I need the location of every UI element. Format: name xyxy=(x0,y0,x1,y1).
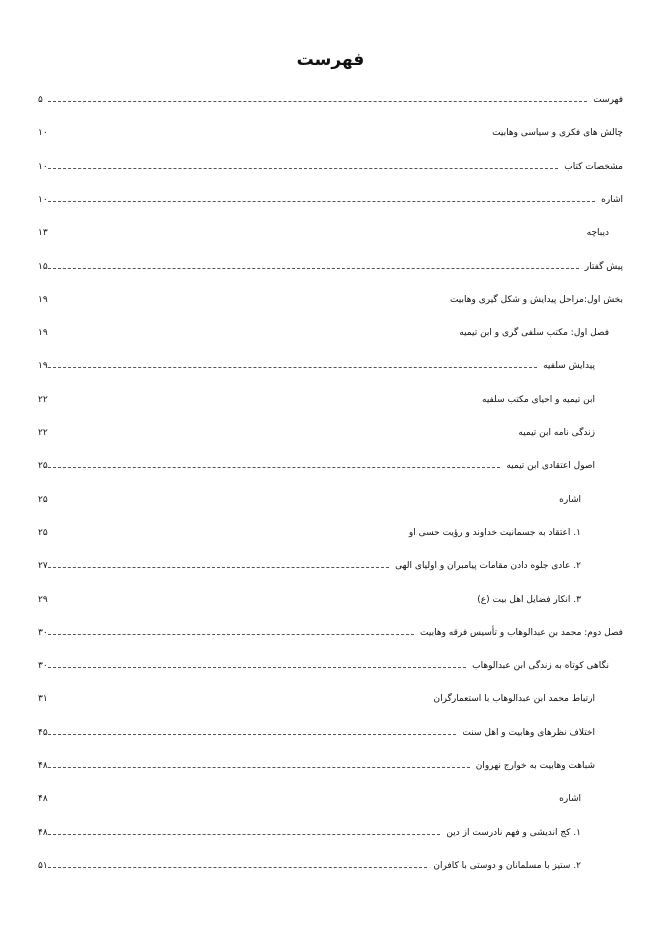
toc-page-number: ۳۰ xyxy=(38,661,48,672)
toc-leader-dots xyxy=(48,767,470,768)
toc-page-number: ۲۲ xyxy=(38,428,48,438)
toc-entry-label: ۱. کج اندیشی و فهم نادرست از دین xyxy=(446,827,581,838)
toc-row[interactable] xyxy=(0,486,661,520)
toc-entry-label: اصول اعتقادی ابن تیمیه xyxy=(506,461,595,472)
toc-entry-label: بخش اول:مراحل پیدایش و شکل گیری وهابیت xyxy=(449,294,623,305)
toc-entry-label: ابن تیمیه و احیای مکتب سلفیه xyxy=(482,394,595,405)
toc-page-number: ۱۹ xyxy=(38,294,48,305)
toc-page-number: ۱۳ xyxy=(38,228,48,239)
toc-entry-label: اشاره xyxy=(559,794,581,805)
toc-row[interactable] xyxy=(0,386,661,420)
toc-page-number: ۲۵ xyxy=(38,494,48,505)
toc-page-number: ۴۸ xyxy=(38,827,48,838)
toc-page-number: ۲۵ xyxy=(38,527,48,538)
toc-row[interactable] xyxy=(0,352,661,386)
toc-row[interactable] xyxy=(0,652,661,686)
toc-row[interactable] xyxy=(0,452,661,486)
toc-entry-label: فهرست xyxy=(593,95,623,105)
toc-leader-dots xyxy=(48,201,595,202)
toc-row[interactable] xyxy=(0,153,661,187)
toc-row[interactable] xyxy=(0,519,661,553)
toc-page-number: ۴۵ xyxy=(38,727,48,738)
toc-entry-label: ۲. ستیز با مسلمانان و دوستی با کافران xyxy=(433,860,581,871)
toc-entry-label: اختلاف نظرهای وهابیت و اهل سنت xyxy=(462,727,595,738)
toc-entry-label: ۳. انکار فضایل اهل بیت (ع) xyxy=(477,594,581,605)
toc-leader-dots xyxy=(48,467,500,468)
toc-page-number: ۴۸ xyxy=(38,794,48,805)
toc-row[interactable] xyxy=(0,186,661,220)
toc-page-number: ۳۰ xyxy=(38,627,48,638)
toc-entry-label: چالش های فکری و سیاسی وهابیت xyxy=(492,128,623,139)
toc-entry-label: ۱. اعتقاد به جسمانیت خداوند و رؤیت حسی او xyxy=(408,527,581,538)
toc-entry-label: ۲. عادی جلوه دادن مقامات پیامبران و اولیای الهی xyxy=(395,561,581,572)
toc-page-number: ۱۹ xyxy=(38,328,48,339)
toc-row[interactable] xyxy=(0,86,661,120)
toc-entry-label: شباهت وهابیت به خوارج نهروان xyxy=(475,761,595,771)
toc-row[interactable] xyxy=(0,219,661,253)
toc-page-number: ۲۲ xyxy=(38,394,48,405)
toc-row[interactable] xyxy=(0,619,661,653)
toc-page-number: ۱۰ xyxy=(38,194,48,205)
toc-row[interactable] xyxy=(0,785,661,819)
toc-entry-label: مشخصات کتاب xyxy=(564,161,623,172)
toc-entry-label: ارتباط محمد ابن عبدالوهاب با استعمارگران xyxy=(433,694,595,705)
toc-row[interactable] xyxy=(0,719,661,753)
toc-entry-label: پیش گفتار xyxy=(584,261,623,272)
toc-entry-label: پیدایش سلفیه xyxy=(543,361,595,372)
toc-entry-label: دیباچه xyxy=(586,228,609,239)
toc-entry-label: نگاهی کوتاه به زندگی ابن عبدالوهاب xyxy=(472,661,609,672)
toc-row[interactable] xyxy=(0,419,661,453)
toc-page-number: ۵۱ xyxy=(38,860,48,871)
page-title: فهرست xyxy=(296,50,365,70)
toc-row[interactable] xyxy=(0,319,661,353)
toc-leader-dots xyxy=(48,667,466,668)
toc-leader-dots xyxy=(48,168,558,169)
toc-row[interactable] xyxy=(0,685,661,719)
toc-leader-dots xyxy=(48,834,440,835)
toc-row[interactable] xyxy=(0,586,661,620)
toc-entry-label: زندگی نامه ابن تیمیه xyxy=(518,428,595,438)
toc-page-number: ۳۱ xyxy=(38,694,48,705)
toc-entry-label: اشاره xyxy=(559,494,581,505)
toc-leader-dots xyxy=(48,367,537,368)
toc-row[interactable] xyxy=(0,552,661,586)
toc-page-number: ۱۵ xyxy=(38,261,48,272)
toc-page-number: ۱۹ xyxy=(38,361,48,372)
toc-leader-dots xyxy=(48,867,427,868)
toc-leader-dots xyxy=(48,567,389,568)
toc-leader-dots xyxy=(48,634,414,635)
toc-page-number: ۴۸ xyxy=(38,761,48,771)
toc-page-number: ۲۷ xyxy=(38,561,48,572)
toc-leader-dots xyxy=(48,734,456,735)
toc-row[interactable] xyxy=(0,852,661,886)
toc-leader-dots xyxy=(48,101,587,102)
toc-page-number: ۵ xyxy=(38,95,43,105)
toc-entry-label: فصل دوم: محمد بن عبدالوهاب و تأسیس فرقه وهابیت xyxy=(420,627,623,638)
toc-row[interactable] xyxy=(0,752,661,786)
toc-page-number: ۲۹ xyxy=(38,594,48,605)
toc-row[interactable] xyxy=(0,819,661,853)
toc-entry-label: فصل اول: مکتب سلفی گری و ابن تیمیه xyxy=(459,328,609,339)
toc-row[interactable] xyxy=(0,253,661,287)
toc-row[interactable] xyxy=(0,119,661,153)
toc-row[interactable] xyxy=(0,286,661,320)
toc-page-number: ۱۰ xyxy=(38,128,48,139)
toc-page-number: ۱۰ xyxy=(38,161,48,172)
toc-page-number: ۲۵ xyxy=(38,461,48,472)
toc-leader-dots xyxy=(48,268,579,269)
toc-entry-label: اشاره xyxy=(601,194,623,205)
